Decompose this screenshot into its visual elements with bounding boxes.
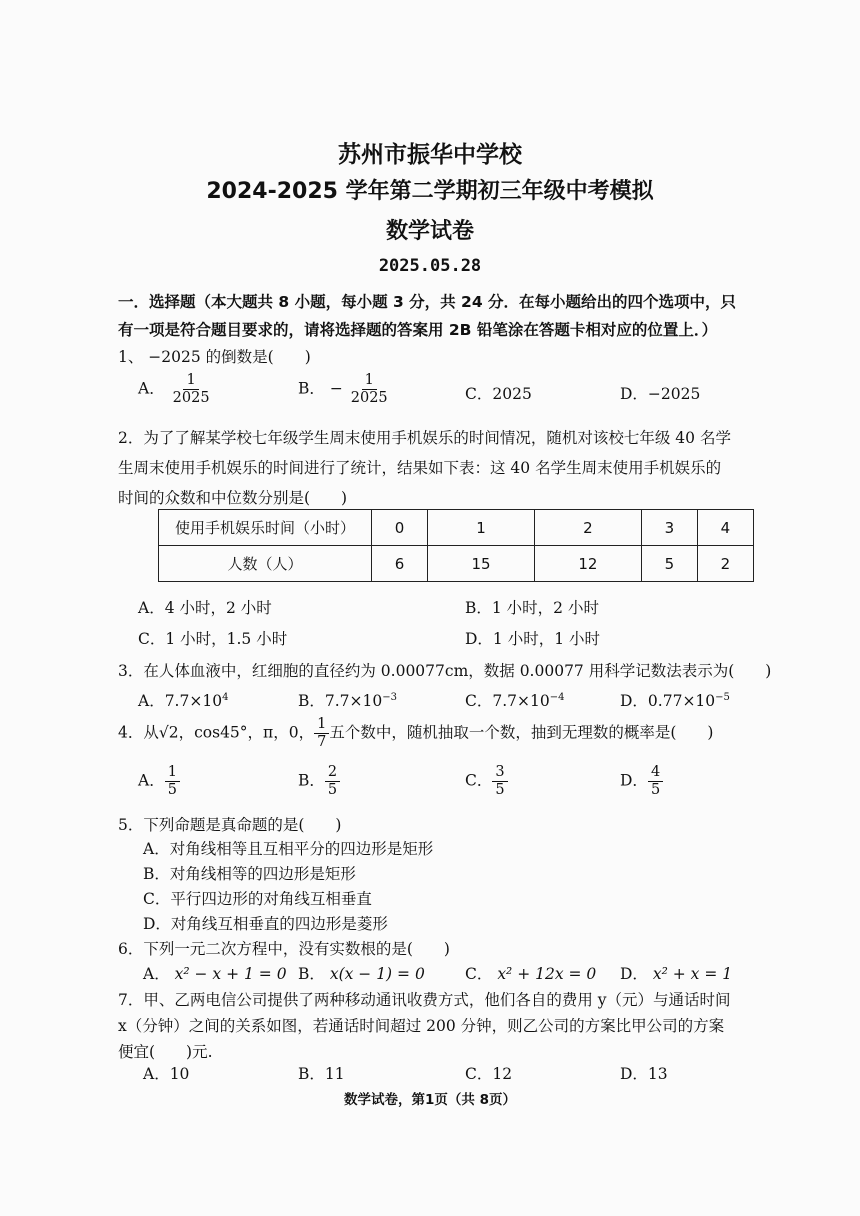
table-cell: 2 — [697, 546, 753, 582]
q1-a-den: 2025 — [172, 390, 210, 406]
q7-option-c: C．12 — [465, 1065, 513, 1083]
q3-d-base: D．0.77×10 — [620, 692, 716, 710]
q4-option-b — [298, 764, 340, 799]
q5-option-a: A．对角线相等且互相平分的四边形是矩形 — [143, 840, 434, 858]
table-header-hours: 使用手机娱乐时间（小时） — [159, 510, 372, 546]
q4-d-num: 4 — [648, 764, 663, 782]
q1-b-label: B． − — [298, 379, 343, 398]
q1-option-c: C．2025 — [465, 385, 532, 403]
q4-option-a — [138, 764, 180, 799]
q3-option-d — [620, 689, 730, 711]
q7-option-d: D．13 — [620, 1065, 668, 1083]
q4-frac-den: 7 — [317, 734, 327, 750]
q1-b-num: 1 — [362, 372, 377, 390]
table-cell: 2 — [534, 510, 641, 546]
q6-a-label: A． — [143, 965, 170, 983]
table-row — [159, 546, 754, 582]
q6-d-label: D． — [620, 965, 648, 983]
q7-option-a: A．10 — [143, 1065, 190, 1083]
q3-d-exp: −5 — [715, 691, 730, 703]
school-name: 苏州市振华中学校 — [338, 142, 522, 168]
q4-c-num: 3 — [492, 764, 507, 782]
q3-c-exp: −4 — [549, 691, 565, 703]
table-cell: 0 — [372, 510, 428, 546]
q4-b-label: B． — [298, 771, 325, 790]
q1-option-a — [138, 372, 213, 407]
q4-b-fraction — [325, 764, 340, 799]
q6-stem: 6．下列一元二次方程中，没有实数根的是( ) — [118, 940, 450, 958]
q2-option-c: C．1 小时，1.5 小时 — [138, 630, 288, 648]
q4-a-den: 5 — [167, 782, 177, 798]
q4-d-den: 5 — [650, 782, 661, 798]
q2-data-table — [158, 509, 754, 582]
q4-a-num: 1 — [165, 764, 180, 782]
q6-b-label: B． — [298, 965, 325, 983]
exam-date: 2025.05.28 — [378, 256, 482, 276]
q6-option-b — [298, 962, 425, 984]
q3-a-base: A．7.7×10 — [138, 692, 223, 710]
q1-stem: 1、 −2025 的倒数是( ) — [118, 348, 311, 366]
q3-c-base: C．7.7×10 — [465, 692, 550, 710]
q6-option-a — [143, 962, 287, 984]
q5-option-b: B．对角线相等的四边形是矩形 — [143, 865, 356, 883]
q6-c-label: C． — [465, 965, 493, 983]
q1-option-b — [298, 372, 391, 407]
exam-title: 2024-2025 学年第二学期初三年级中考模拟 — [206, 179, 654, 204]
q6-option-d — [620, 962, 732, 984]
q4-c-label: C． — [465, 771, 493, 790]
q6-option-c — [465, 962, 596, 984]
q4-option-c — [465, 764, 508, 799]
table-header-count: 人数（人） — [159, 546, 372, 582]
table-cell: 3 — [641, 510, 697, 546]
q4-c-den: 5 — [495, 782, 505, 798]
q1-a-num: 1 — [183, 372, 198, 390]
q7-line1: 7．甲、乙两电信公司提供了两种移动通讯收费方式，他们各自的费用 y（元）与通话时间 — [118, 991, 731, 1009]
q4-stem-end: 五个数中，随机抽取一个数，抽到无理数的概率是( ) — [329, 723, 714, 742]
q3-stem: 3．在人体血液中，红细胞的直径约为 0.00077cm，数据 0.00077 用科学记数法表示为( ) — [118, 662, 772, 680]
q1-b-den: 2025 — [350, 390, 388, 406]
page-footer: 数学试卷，第1页（共 8页） — [344, 1092, 516, 1108]
table-cell: 1 — [428, 510, 535, 546]
q2-option-a: A．4 小时，2 小时 — [138, 599, 272, 617]
q1-a-fraction — [170, 372, 213, 407]
q4-stem-fraction — [314, 716, 329, 751]
q4-a-fraction — [165, 764, 180, 799]
q3-option-b — [298, 689, 397, 711]
q1-option-d: D．−2025 — [620, 385, 701, 403]
q5-option-d: D．对角线互相垂直的四边形是菱形 — [143, 915, 388, 933]
q2-line3: 时间的众数和中位数分别是( ) — [118, 489, 348, 507]
section-heading-line1: 一．选择题（本大题共 8 小题，每小题 3 分，共 24 分．在每小题给出的四个选项中，只 — [118, 293, 737, 311]
q4-stem — [118, 716, 758, 751]
q1-a-label: A． — [138, 379, 165, 398]
q3-option-c — [465, 689, 564, 711]
q7-line2: x（分钟）之间的关系如图，若通话时间超过 200 分钟，则乙公司的方案比甲公司的方案 — [118, 1017, 725, 1035]
q2-line2: 生周末使用手机娱乐的时间进行了统计，结果如下表：这 40 名学生周末使用手机娱乐的 — [118, 459, 722, 477]
q3-b-exp: −3 — [382, 691, 398, 703]
q4-b-den: 5 — [327, 782, 338, 798]
q4-frac-num: 1 — [314, 716, 329, 734]
q4-b-num: 2 — [325, 764, 340, 782]
q3-b-base: B．7.7×10 — [298, 692, 383, 710]
table-row — [159, 510, 754, 546]
q6-c-eq: x² + 12x = 0 — [497, 965, 597, 983]
table-cell: 4 — [697, 510, 753, 546]
q4-option-d — [620, 764, 663, 799]
section-heading-line2: 有一项是符合题目要求的，请将选择题的答案用 2B 铅笔涂在答题卡相对应的位置上．） — [118, 321, 718, 339]
table-cell: 15 — [428, 546, 535, 582]
q7-option-b: B．11 — [298, 1065, 345, 1083]
table-cell: 5 — [641, 546, 697, 582]
q4-c-fraction — [492, 764, 507, 799]
q4-stem-start: 4．从√2，cos45°，π，0， — [118, 723, 315, 742]
q1-b-fraction — [348, 372, 391, 407]
q2-option-d: D．1 小时，1 小时 — [465, 630, 601, 648]
q6-d-eq: x² + x = 1 — [652, 965, 733, 983]
q3-a-exp: 4 — [222, 691, 229, 703]
q5-stem: 5．下列命题是真命题的是( ) — [118, 816, 342, 834]
q3-option-a — [138, 689, 228, 711]
q4-d-fraction — [648, 764, 663, 799]
paper-title: 数学试卷 — [385, 219, 474, 244]
q4-a-label: A． — [138, 771, 165, 790]
q2-line1: 2．为了了解某学校七年级学生周末使用手机娱乐的时间情况，随机对该校七年级 40 名学 — [118, 429, 731, 447]
q2-option-b: B．1 小时，2 小时 — [465, 599, 599, 617]
q5-option-c: C．平行四边形的对角线互相垂直 — [143, 890, 372, 908]
table-cell: 6 — [372, 546, 428, 582]
q6-b-eq: x(x − 1) = 0 — [329, 965, 425, 983]
q6-a-eq: x² − x + 1 = 0 — [174, 965, 287, 983]
table-cell: 12 — [534, 546, 641, 582]
q4-d-label: D． — [620, 771, 648, 790]
q7-line3: 便宜( )元. — [118, 1043, 213, 1061]
